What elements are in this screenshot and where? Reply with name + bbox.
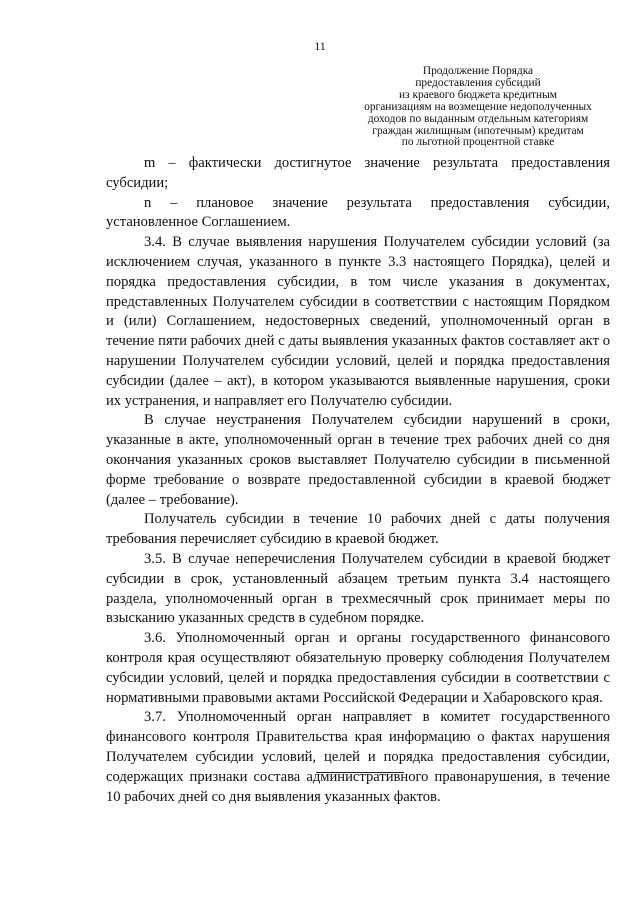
- formula-definition-m: m – фактически достигнутое значение результата предоставления субсидии;: [106, 155, 610, 191]
- header-line: организациям на возмещение недополученных: [364, 100, 592, 113]
- clause-3-7: 3.7. Уполномоченный орган направляет в комитет государственного финансового контроля Правительства края информацию о фактах нарушения Получателем субсидии условий, целей и порядка предоставления субсидии, содержащих признаки состава административного правонарушения, в течение 10 рабочих дней со дня выявления указанных фактов.: [106, 709, 610, 805]
- formula-definition-n: n – плановое значение результата предоставления субсидии, установленное Соглашением.: [106, 194, 610, 231]
- header-line: предоставления субсидий: [415, 76, 541, 89]
- clause-3-4: 3.4. В случае выявления нарушения Получателем субсидии условий (за исключением случая, указанного в пункте 3.3 настоящего Порядка), целей и порядка предоставления субсидии, в том числе указания в документах, представленных Получателем субсидии в соответствии с настоящим Порядком и (или) Соглашением, недостоверных сведений, уполномоченный орган в течение пяти рабочих дней с даты выявления указанных фактов составляет акт о нарушении Получателем субсидии условий, целей и порядка предоставления субсидии (далее – акт), в котором указываются выявленные нарушения, сроки их устранения, и направляет его Получателю субсидии.: [106, 234, 610, 409]
- clause-3-4-nonremedy: В случае неустранения Получателем субсидии нарушений в сроки, указанные в акте, уполномоченный орган в течение трех рабочих дней со дня окончания указанных сроков выставляет Получателю субсидии в письменной форме требование о возврате предоставленной субсидии в краевой бюджет (далее – требование).: [106, 412, 610, 508]
- clause-3-6: 3.6. Уполномоченный орган и органы государственного финансового контроля края осуществляют обязательную проверку соблюдения Получателем субсидии условий, целей и порядка предоставления субсидии в соответствии с нормативными правовыми актами Российской Федерации и Хабаровского края.: [106, 630, 610, 706]
- page-number: 11: [314, 39, 326, 53]
- document-body: [106, 154, 610, 807]
- header-line: по льготной процентной ставке: [401, 136, 555, 149]
- header-line: граждан жилищным (ипотечным) кредитам: [372, 124, 584, 137]
- clause-3-5: 3.5. В случае неперечисления Получателем субсидии в краевой бюджет субсидии в срок, установленный абзацем третьим пункта 3.4 настоящего раздела, уполномоченный орган в трехмесячный срок принимает меры по взысканию указанных средств в судебном порядке.: [106, 550, 610, 627]
- appendix-header: [338, 66, 618, 149]
- end-separator-line: [316, 772, 404, 773]
- header-line: доходов по выданным отдельным категориям: [367, 112, 589, 125]
- header-line: Продолжение Порядка: [422, 65, 534, 77]
- header-line: из краевого бюджета кредитным: [399, 88, 557, 101]
- clause-3-4-refund: Получатель субсидии в течение 10 рабочих дней с даты получения требования перечисляет субсидию в краевой бюджет.: [106, 511, 610, 548]
